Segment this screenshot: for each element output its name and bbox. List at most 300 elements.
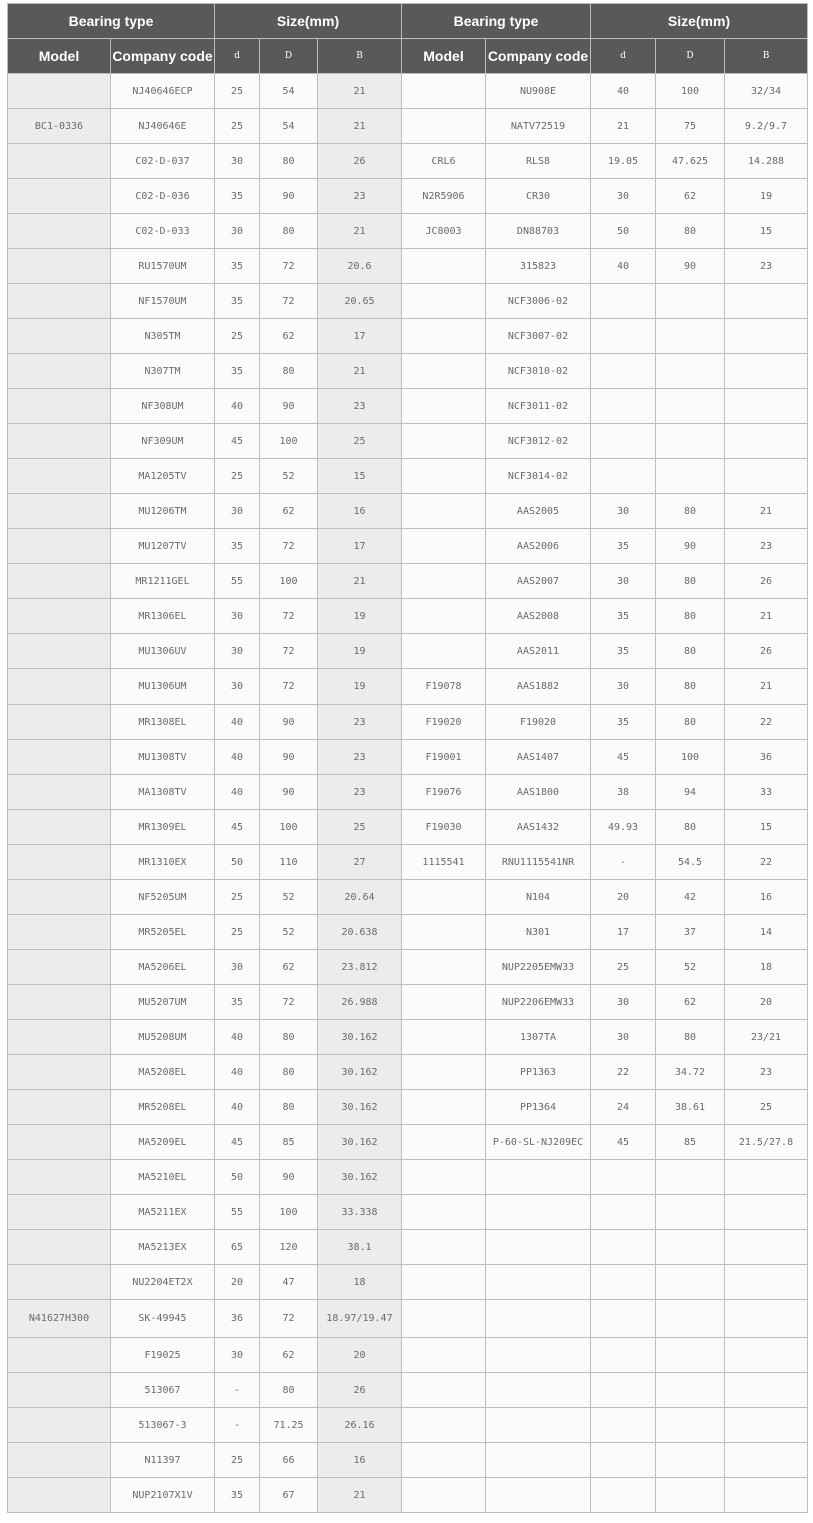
cell-outer-d-right: 62 (656, 985, 725, 1020)
cell-b-right: 36 (725, 740, 808, 775)
cell-model-left (8, 354, 111, 389)
cell-b-left: 26.16 (318, 1408, 402, 1443)
cell-model-left (8, 915, 111, 950)
cell-company-code-left: 513067 (111, 1373, 215, 1408)
cell-d-left: 55 (215, 564, 260, 599)
cell-outer-d-left: 52 (260, 459, 318, 494)
cell-company-code-left: MR1310EX (111, 845, 215, 880)
cell-d-right: 35 (591, 634, 656, 669)
cell-b-right: 20 (725, 985, 808, 1020)
cell-outer-d-right: 42 (656, 880, 725, 915)
table-row (8, 1125, 808, 1160)
cell-company-code-left: MA5210EL (111, 1160, 215, 1195)
cell-model-left (8, 214, 111, 249)
cell-company-code-right: P-60-SL-NJ209EC (486, 1125, 591, 1160)
cell-b-right (725, 354, 808, 389)
cell-d-left: 30 (215, 669, 260, 705)
cell-d-left: 50 (215, 845, 260, 880)
cell-company-code-left: MR1211GEL (111, 564, 215, 599)
cell-company-code-left: C02-D-036 (111, 179, 215, 214)
cell-outer-d-left: 100 (260, 810, 318, 845)
bearing-table (7, 3, 808, 1513)
cell-model-right (402, 424, 486, 459)
cell-b-left: 30.162 (318, 1020, 402, 1055)
cell-d-left: 25 (215, 880, 260, 915)
cell-company-code-left: NF309UM (111, 424, 215, 459)
cell-b-right (725, 424, 808, 459)
cell-d-left: 35 (215, 179, 260, 214)
cell-d-left: 30 (215, 494, 260, 529)
cell-company-code-left: NU2204ET2X (111, 1265, 215, 1300)
cell-company-code-right: AAS1432 (486, 810, 591, 845)
cell-outer-d-right (656, 1265, 725, 1300)
cell-d-left: 30 (215, 144, 260, 179)
cell-outer-d-right: 100 (656, 74, 725, 109)
cell-model-left (8, 810, 111, 845)
cell-model-left (8, 845, 111, 880)
cell-d-left: 35 (215, 985, 260, 1020)
cell-d-right (591, 459, 656, 494)
cell-d-right (591, 354, 656, 389)
cell-model-right (402, 1300, 486, 1338)
header-company-code-left: Company code (111, 39, 215, 74)
header-bearing-type-left: Bearing type (8, 4, 215, 39)
cell-d-left: 40 (215, 1055, 260, 1090)
cell-d-right: 25 (591, 950, 656, 985)
table-row (8, 529, 808, 564)
cell-b-left: 17 (318, 529, 402, 564)
table-row (8, 845, 808, 880)
cell-model-left (8, 424, 111, 459)
cell-d-right: 20 (591, 880, 656, 915)
cell-b-left: 23 (318, 740, 402, 775)
cell-d-right (591, 319, 656, 354)
table-row (8, 1020, 808, 1055)
cell-outer-d-left: 54 (260, 109, 318, 144)
cell-company-code-left: MU1207TV (111, 529, 215, 564)
cell-company-code-left: C02-D-033 (111, 214, 215, 249)
cell-d-left: 35 (215, 249, 260, 284)
cell-b-left: 20 (318, 1338, 402, 1373)
cell-outer-d-right (656, 1338, 725, 1373)
cell-company-code-left: MR5205EL (111, 915, 215, 950)
cell-b-left: 30.162 (318, 1055, 402, 1090)
cell-model-right (402, 1090, 486, 1125)
cell-outer-d-right (656, 1373, 725, 1408)
table-row (8, 389, 808, 424)
cell-model-right (402, 1230, 486, 1265)
cell-b-left: 18 (318, 1265, 402, 1300)
cell-model-left (8, 950, 111, 985)
cell-d-right: 38 (591, 775, 656, 810)
cell-outer-d-right (656, 1160, 725, 1195)
cell-company-code-left: MA5211EX (111, 1195, 215, 1230)
cell-model-left (8, 529, 111, 564)
table-row (8, 1160, 808, 1195)
cell-outer-d-left: 52 (260, 915, 318, 950)
table-row (8, 494, 808, 529)
cell-d-left: - (215, 1373, 260, 1408)
cell-outer-d-right: 94 (656, 775, 725, 810)
cell-d-right: 45 (591, 1125, 656, 1160)
cell-model-right (402, 1373, 486, 1408)
cell-outer-d-right: 80 (656, 810, 725, 845)
cell-d-right: 19.05 (591, 144, 656, 179)
cell-d-left: 45 (215, 424, 260, 459)
cell-d-left: 40 (215, 1020, 260, 1055)
cell-d-left: 40 (215, 1090, 260, 1125)
cell-b-left: 26 (318, 144, 402, 179)
table-row (8, 599, 808, 634)
cell-outer-d-right: 34.72 (656, 1055, 725, 1090)
table-row (8, 1090, 808, 1125)
cell-outer-d-right (656, 1300, 725, 1338)
cell-outer-d-right (656, 1478, 725, 1513)
cell-d-right (591, 1338, 656, 1373)
cell-d-left: 30 (215, 634, 260, 669)
cell-outer-d-left: 90 (260, 1160, 318, 1195)
cell-d-right: 45 (591, 740, 656, 775)
cell-outer-d-left: 72 (260, 634, 318, 669)
cell-b-right: 23 (725, 1055, 808, 1090)
table-row (8, 634, 808, 669)
cell-b-right (725, 1195, 808, 1230)
cell-b-right: 21.5/27.8 (725, 1125, 808, 1160)
cell-company-code-right: F19020 (486, 705, 591, 740)
table-row (8, 810, 808, 845)
cell-b-left: 21 (318, 1478, 402, 1513)
cell-outer-d-left: 100 (260, 564, 318, 599)
cell-model-right (402, 1408, 486, 1443)
cell-b-left: 23 (318, 705, 402, 740)
table-row (8, 1230, 808, 1265)
cell-b-left: 19 (318, 599, 402, 634)
cell-model-left (8, 1338, 111, 1373)
cell-model-right (402, 1443, 486, 1478)
cell-outer-d-right: 37 (656, 915, 725, 950)
cell-b-left: 30.162 (318, 1090, 402, 1125)
cell-outer-d-right: 80 (656, 705, 725, 740)
cell-d-right (591, 424, 656, 459)
cell-model-left (8, 1020, 111, 1055)
header-d-right: d (591, 39, 656, 74)
cell-b-left: 33.338 (318, 1195, 402, 1230)
cell-outer-d-right (656, 424, 725, 459)
table-row (8, 1265, 808, 1300)
header-column-row (8, 39, 808, 74)
cell-model-right: JC8003 (402, 214, 486, 249)
cell-d-left: 40 (215, 705, 260, 740)
cell-model-right (402, 284, 486, 319)
cell-d-right: 35 (591, 705, 656, 740)
cell-b-right: 15 (725, 810, 808, 845)
cell-company-code-left: MA5209EL (111, 1125, 215, 1160)
cell-b-left: 16 (318, 1443, 402, 1478)
cell-company-code-right: 1307TA (486, 1020, 591, 1055)
cell-d-right: 35 (591, 599, 656, 634)
header-b-right: B (725, 39, 808, 74)
cell-b-left: 16 (318, 494, 402, 529)
cell-d-right (591, 1160, 656, 1195)
table-row (8, 564, 808, 599)
cell-model-left (8, 459, 111, 494)
cell-model-right (402, 1195, 486, 1230)
cell-model-right: F19078 (402, 669, 486, 705)
cell-outer-d-right (656, 1230, 725, 1265)
cell-outer-d-left: 90 (260, 705, 318, 740)
table-row (8, 880, 808, 915)
cell-b-right: 18 (725, 950, 808, 985)
cell-model-left (8, 775, 111, 810)
cell-company-code-left: RU1570UM (111, 249, 215, 284)
cell-company-code-right: NCF3007-02 (486, 319, 591, 354)
cell-d-left: 55 (215, 1195, 260, 1230)
cell-company-code-left: MU5207UM (111, 985, 215, 1020)
cell-b-left: 17 (318, 319, 402, 354)
cell-outer-d-left: 52 (260, 880, 318, 915)
table-row (8, 1443, 808, 1478)
cell-b-left: 18.97/19.47 (318, 1300, 402, 1338)
cell-company-code-right: AAS1407 (486, 740, 591, 775)
cell-model-left (8, 389, 111, 424)
cell-outer-d-left: 72 (260, 985, 318, 1020)
cell-outer-d-right: 52 (656, 950, 725, 985)
cell-model-left (8, 564, 111, 599)
table-header (8, 4, 808, 74)
cell-b-right: 14 (725, 915, 808, 950)
cell-company-code-left: MA5208EL (111, 1055, 215, 1090)
cell-company-code-right: NCF3006-02 (486, 284, 591, 319)
cell-company-code-right: CR30 (486, 179, 591, 214)
cell-d-right (591, 1443, 656, 1478)
cell-outer-d-left: 80 (260, 354, 318, 389)
cell-d-right: 30 (591, 985, 656, 1020)
cell-d-left: 65 (215, 1230, 260, 1265)
cell-model-right (402, 950, 486, 985)
cell-outer-d-right: 80 (656, 599, 725, 634)
cell-outer-d-right (656, 1443, 725, 1478)
table-row (8, 144, 808, 179)
header-company-code-right: Company code (486, 39, 591, 74)
cell-b-left: 25 (318, 810, 402, 845)
cell-model-left (8, 1265, 111, 1300)
cell-d-right: 30 (591, 179, 656, 214)
cell-d-right (591, 1478, 656, 1513)
cell-company-code-left: MA1205TV (111, 459, 215, 494)
table-row (8, 249, 808, 284)
cell-company-code-right: NU908E (486, 74, 591, 109)
cell-company-code-left: NF1570UM (111, 284, 215, 319)
cell-outer-d-left: 120 (260, 1230, 318, 1265)
cell-b-right: 22 (725, 705, 808, 740)
cell-d-left: 35 (215, 354, 260, 389)
cell-model-right (402, 249, 486, 284)
cell-model-right: F19020 (402, 705, 486, 740)
cell-d-left: 50 (215, 1160, 260, 1195)
cell-d-left: 25 (215, 109, 260, 144)
cell-d-left: 25 (215, 74, 260, 109)
cell-outer-d-right (656, 459, 725, 494)
cell-company-code-right: AAS2008 (486, 599, 591, 634)
cell-outer-d-right: 80 (656, 634, 725, 669)
cell-d-left: 30 (215, 599, 260, 634)
cell-model-left (8, 1160, 111, 1195)
cell-d-left: 40 (215, 775, 260, 810)
cell-model-right (402, 634, 486, 669)
cell-b-right (725, 1408, 808, 1443)
cell-d-right: 30 (591, 669, 656, 705)
cell-b-left: 23 (318, 775, 402, 810)
table-row (8, 740, 808, 775)
cell-model-right: 1115541 (402, 845, 486, 880)
cell-model-left (8, 705, 111, 740)
cell-model-left (8, 284, 111, 319)
cell-model-right (402, 109, 486, 144)
cell-company-code-right: PP1363 (486, 1055, 591, 1090)
cell-company-code-right: NCF3011-02 (486, 389, 591, 424)
cell-outer-d-left: 72 (260, 1300, 318, 1338)
cell-b-right: 33 (725, 775, 808, 810)
table-row (8, 1055, 808, 1090)
cell-company-code-right (486, 1373, 591, 1408)
cell-model-left (8, 74, 111, 109)
cell-model-left (8, 985, 111, 1020)
table-row (8, 1478, 808, 1513)
cell-outer-d-left: 85 (260, 1125, 318, 1160)
cell-b-left: 20.64 (318, 880, 402, 915)
table-row (8, 985, 808, 1020)
cell-b-right: 15 (725, 214, 808, 249)
cell-model-left (8, 1373, 111, 1408)
cell-company-code-left: MR1308EL (111, 705, 215, 740)
cell-model-right (402, 389, 486, 424)
cell-company-code-left: F19025 (111, 1338, 215, 1373)
cell-company-code-right: NCF3010-02 (486, 354, 591, 389)
cell-d-left: 25 (215, 319, 260, 354)
cell-b-left: 21 (318, 74, 402, 109)
cell-company-code-left: MU1308TV (111, 740, 215, 775)
table-row (8, 284, 808, 319)
cell-company-code-right (486, 1300, 591, 1338)
cell-model-left (8, 1090, 111, 1125)
cell-d-right (591, 1300, 656, 1338)
cell-model-right: CRL6 (402, 144, 486, 179)
cell-b-right: 23 (725, 249, 808, 284)
cell-company-code-left: MR1309EL (111, 810, 215, 845)
cell-outer-d-right: 85 (656, 1125, 725, 1160)
cell-b-left: 30.162 (318, 1125, 402, 1160)
cell-b-right (725, 1373, 808, 1408)
cell-outer-d-left: 100 (260, 424, 318, 459)
cell-outer-d-right: 80 (656, 564, 725, 599)
cell-outer-d-right (656, 319, 725, 354)
table-row (8, 775, 808, 810)
cell-company-code-right: AAS2011 (486, 634, 591, 669)
cell-model-right (402, 319, 486, 354)
cell-company-code-left: N305TM (111, 319, 215, 354)
cell-outer-d-left: 90 (260, 775, 318, 810)
table-row (8, 459, 808, 494)
cell-b-right (725, 284, 808, 319)
table-row (8, 354, 808, 389)
cell-model-left (8, 1408, 111, 1443)
cell-outer-d-right: 90 (656, 249, 725, 284)
cell-d-left: 40 (215, 740, 260, 775)
cell-model-right: F19076 (402, 775, 486, 810)
cell-b-right (725, 1443, 808, 1478)
cell-company-code-right: AAS1800 (486, 775, 591, 810)
cell-model-left (8, 1125, 111, 1160)
cell-d-right (591, 1373, 656, 1408)
table-row (8, 1373, 808, 1408)
table-row (8, 319, 808, 354)
header-bearing-type-right: Bearing type (402, 4, 591, 39)
cell-outer-d-right: 54.5 (656, 845, 725, 880)
cell-company-code-right: AAS2006 (486, 529, 591, 564)
table-row (8, 179, 808, 214)
cell-b-right (725, 1338, 808, 1373)
cell-b-left: 26.988 (318, 985, 402, 1020)
cell-company-code-left: 513067-3 (111, 1408, 215, 1443)
table-row (8, 214, 808, 249)
cell-model-right (402, 915, 486, 950)
cell-outer-d-right: 100 (656, 740, 725, 775)
cell-outer-d-left: 62 (260, 319, 318, 354)
cell-b-right: 21 (725, 669, 808, 705)
cell-company-code-right: NUP2205EMW33 (486, 950, 591, 985)
cell-outer-d-right: 75 (656, 109, 725, 144)
cell-outer-d-left: 62 (260, 950, 318, 985)
cell-b-left: 21 (318, 109, 402, 144)
cell-d-left: 45 (215, 810, 260, 845)
cell-model-left (8, 494, 111, 529)
cell-d-left: 30 (215, 1338, 260, 1373)
cell-outer-d-left: 62 (260, 494, 318, 529)
cell-d-right: 30 (591, 1020, 656, 1055)
cell-b-left: 26 (318, 1373, 402, 1408)
cell-outer-d-left: 62 (260, 1338, 318, 1373)
cell-b-right: 26 (725, 634, 808, 669)
cell-b-right (725, 1478, 808, 1513)
cell-company-code-right: AAS2007 (486, 564, 591, 599)
cell-outer-d-left: 100 (260, 1195, 318, 1230)
header-group-row (8, 4, 808, 39)
cell-model-right: F19030 (402, 810, 486, 845)
cell-d-right (591, 389, 656, 424)
table-row (8, 74, 808, 109)
cell-b-left: 21 (318, 214, 402, 249)
cell-b-right: 21 (725, 599, 808, 634)
cell-model-right (402, 354, 486, 389)
cell-model-left (8, 669, 111, 705)
table-row (8, 1408, 808, 1443)
cell-company-code-right (486, 1443, 591, 1478)
cell-d-right: 40 (591, 74, 656, 109)
cell-model-right (402, 1160, 486, 1195)
cell-b-right: 26 (725, 564, 808, 599)
cell-company-code-right: NCF3014-02 (486, 459, 591, 494)
cell-company-code-right: NUP2206EMW33 (486, 985, 591, 1020)
cell-b-right: 23 (725, 529, 808, 564)
cell-d-right: 49.93 (591, 810, 656, 845)
cell-b-right: 21 (725, 494, 808, 529)
cell-model-right (402, 880, 486, 915)
cell-outer-d-left: 72 (260, 669, 318, 705)
cell-company-code-left: N11397 (111, 1443, 215, 1478)
cell-outer-d-right: 80 (656, 1020, 725, 1055)
cell-outer-d-right: 80 (656, 214, 725, 249)
cell-b-left: 20.65 (318, 284, 402, 319)
